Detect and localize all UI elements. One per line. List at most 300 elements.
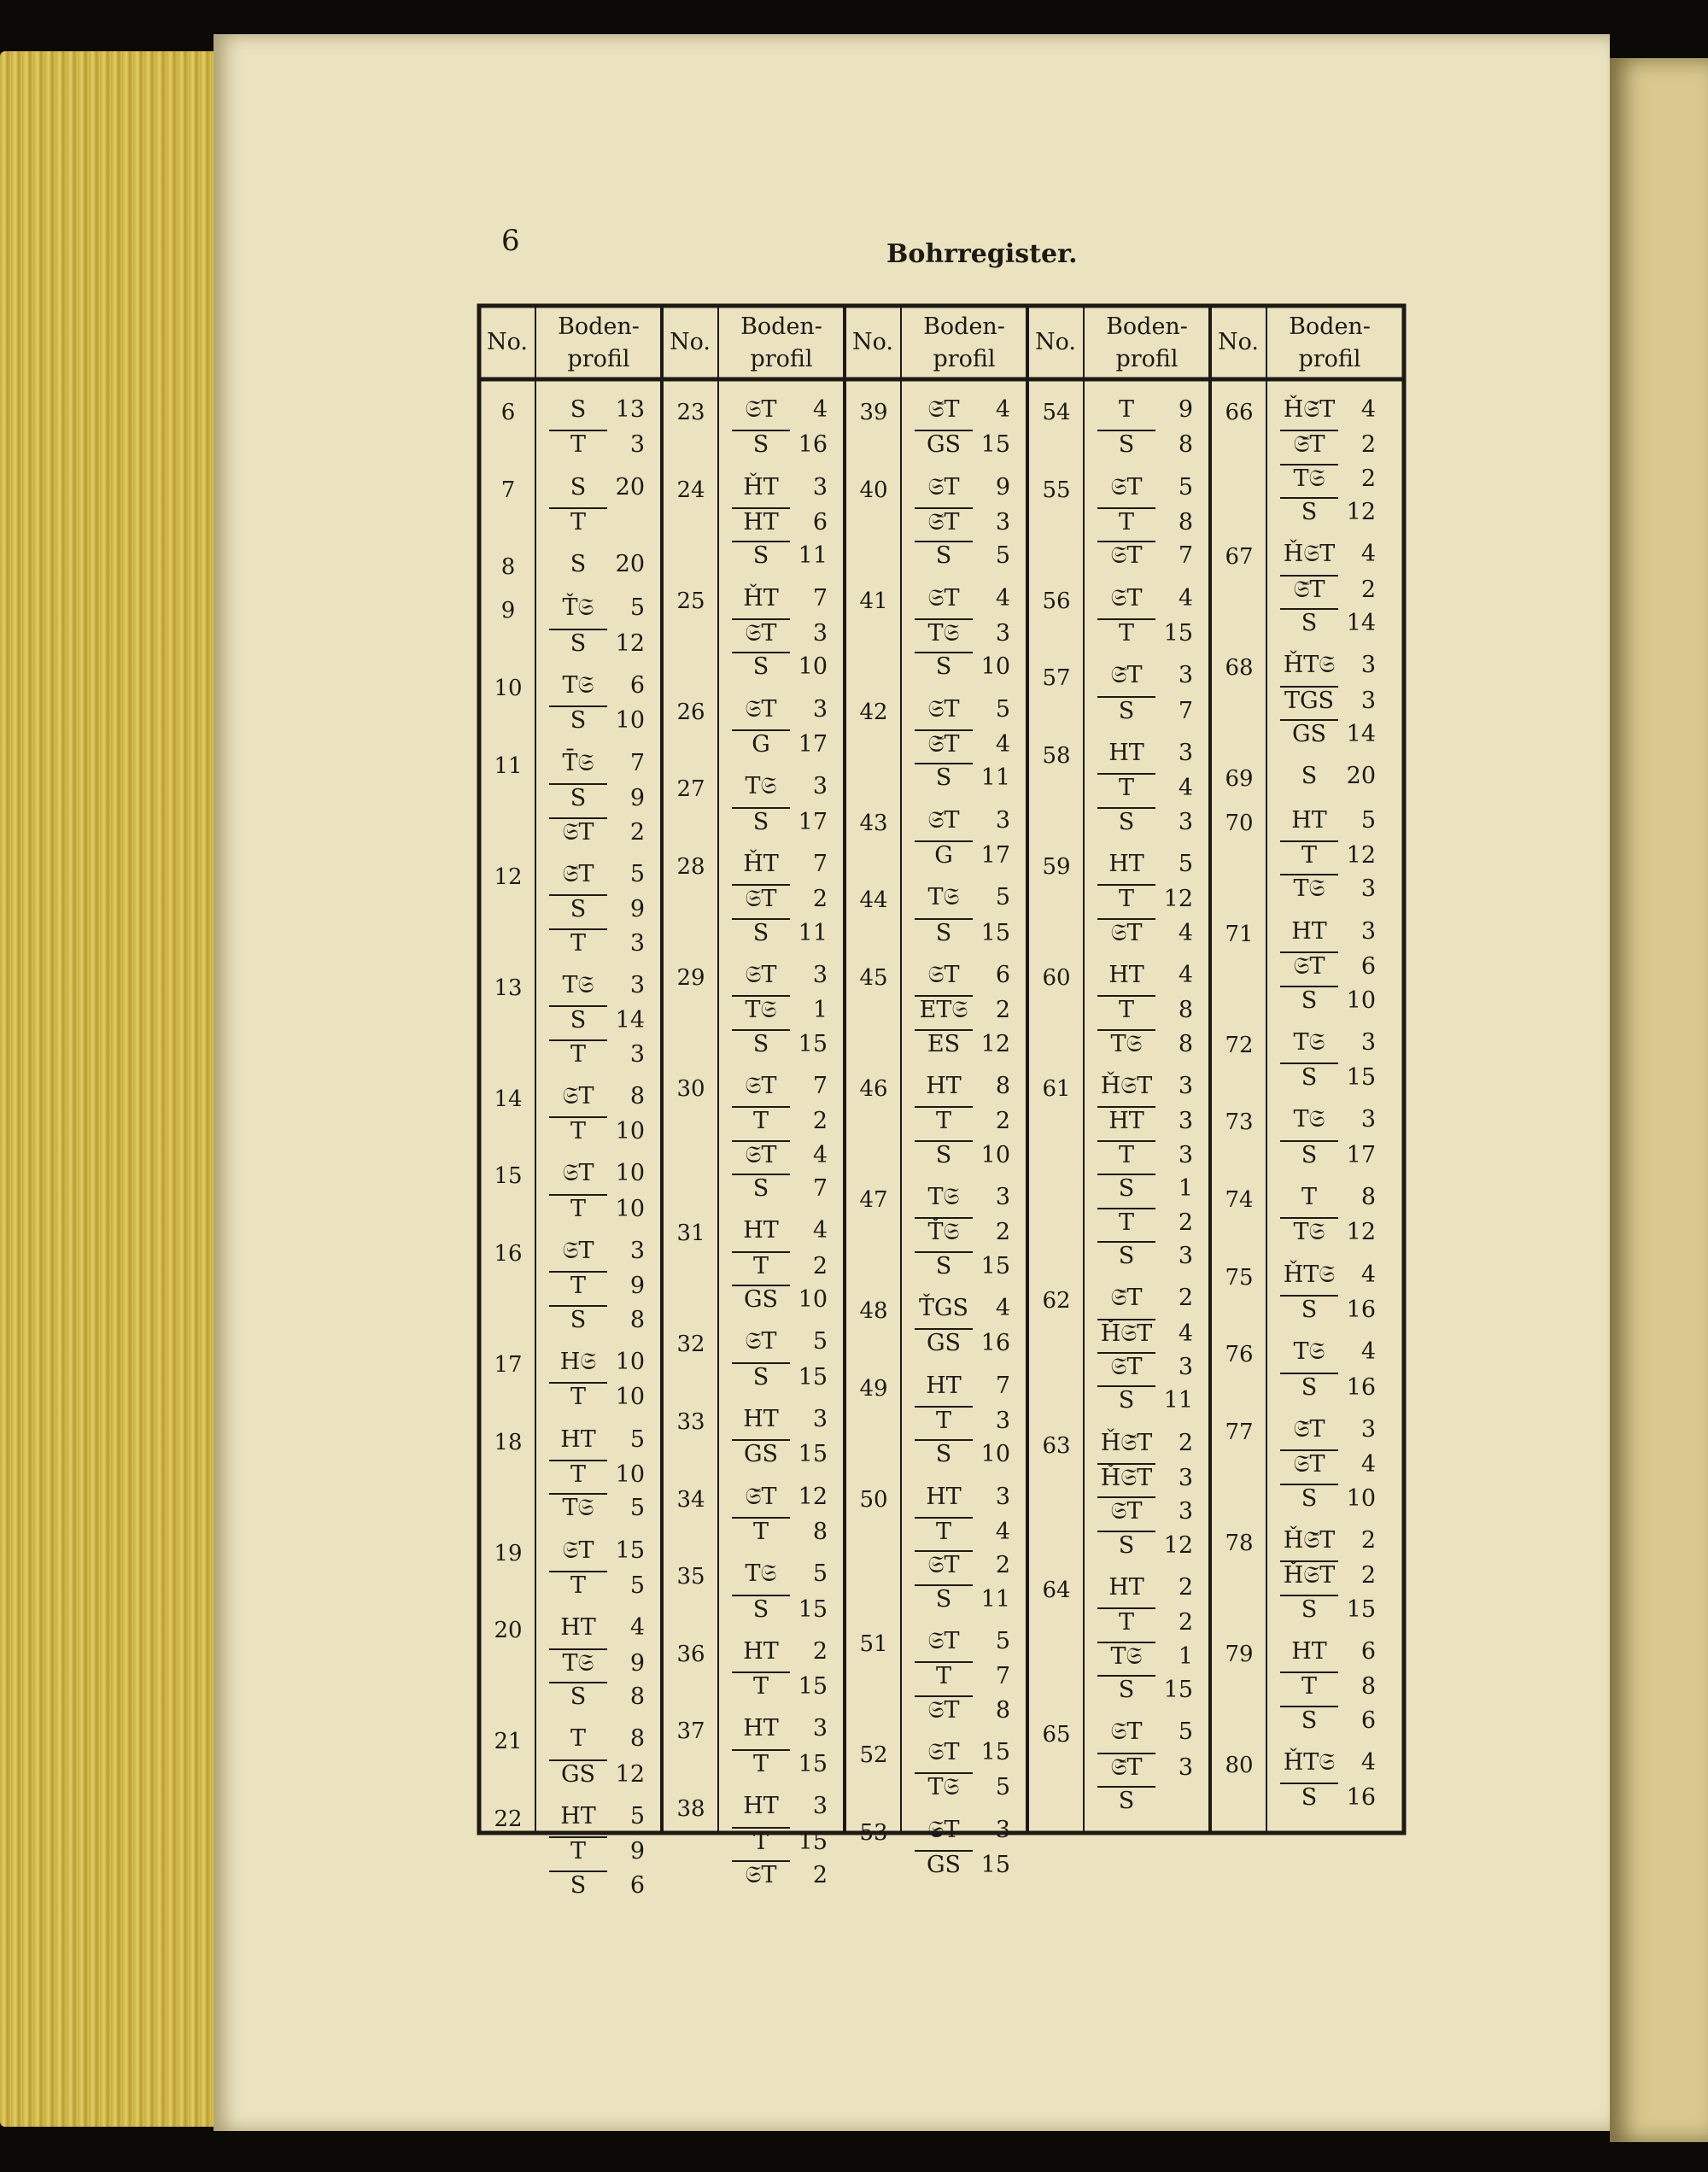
soil-profile-layer — [1280, 1749, 1376, 1777]
soil-type-code: T — [915, 1661, 973, 1689]
bore-number: 19 — [494, 1540, 523, 1566]
layer-depth: 5 — [629, 1572, 645, 1600]
layer-depth: 7 — [629, 749, 645, 776]
layer-depth: 1 — [812, 997, 828, 1024]
layer-depth: 6 — [995, 961, 1010, 988]
soil-profile-layer — [915, 1661, 1010, 1689]
soil-type-code: S — [732, 430, 790, 458]
layer-depth: 5 — [1178, 1718, 1193, 1746]
bore-number: 50 — [859, 1486, 888, 1513]
soil-profile-layer — [732, 1217, 828, 1244]
soil-profile-layer — [915, 1328, 1010, 1356]
layer-depth: 2 — [1360, 465, 1376, 492]
soil-profile-layer — [732, 1406, 828, 1432]
soil-type-code: 𝔖T — [562, 1537, 594, 1564]
soil-type-code: ȞT — [743, 473, 779, 501]
layer-depth: 10 — [615, 1384, 645, 1411]
soil-profile-layer — [1097, 474, 1193, 501]
soil-type-code: 𝔖T — [927, 961, 960, 988]
soil-profile-layer — [732, 1174, 828, 1202]
layer-depth: 3 — [1360, 687, 1376, 714]
layer-depth: 8 — [1178, 997, 1193, 1024]
header-no: No. — [852, 329, 893, 355]
soil-profile-layer — [1280, 1527, 1376, 1554]
soil-type-code: ŤGS — [918, 1294, 969, 1321]
bore-number: 13 — [494, 975, 523, 1001]
soil-profile-layer — [1280, 575, 1376, 604]
soil-profile-layer — [732, 1671, 828, 1700]
soil-type-code: 𝔖̄T — [1280, 575, 1338, 604]
layer-depth: 16 — [798, 431, 828, 459]
soil-profile-layer — [915, 1695, 1010, 1724]
bore-number: 31 — [676, 1221, 705, 1247]
soil-profile-layer — [1097, 884, 1193, 912]
soil-profile-layer — [915, 696, 1010, 723]
soil-profile-layer — [732, 1106, 828, 1134]
soil-profile-layer — [732, 396, 828, 424]
soil-profile-layer — [1097, 1607, 1193, 1636]
layer-depth: 3 — [1178, 1108, 1193, 1135]
header-no: No. — [487, 329, 528, 355]
soil-profile-layer — [1280, 986, 1376, 1014]
soil-profile-layer — [732, 918, 828, 946]
bore-number: 54 — [1042, 400, 1071, 425]
bore-number: 44 — [859, 887, 888, 914]
soil-type-code: GS — [915, 1328, 973, 1356]
soil-type-code: S — [549, 629, 607, 657]
soil-profile-layer — [1097, 1642, 1193, 1671]
layer-depth: 13 — [615, 396, 645, 423]
layer-depth: 3 — [995, 1816, 1010, 1843]
soil-profile-layer — [549, 972, 645, 999]
layer-depth: 6 — [629, 1871, 645, 1899]
layer-depth: 10 — [980, 1441, 1010, 1468]
bore-number: 14 — [494, 1086, 523, 1112]
soil-type-code: HT — [1108, 961, 1144, 988]
soil-profile-layer — [915, 541, 1010, 569]
soil-type-code: 𝔖T — [732, 1860, 790, 1889]
soil-profile-layer — [1280, 719, 1376, 747]
layer-depth: 1 — [1178, 1642, 1193, 1670]
soil-profile-layer — [549, 1160, 645, 1187]
layer-depth: 3 — [1178, 1072, 1193, 1099]
soil-profile-layer — [1097, 1675, 1193, 1703]
layer-depth: 7 — [1178, 697, 1193, 724]
layer-depth: 4 — [995, 396, 1010, 423]
soil-type-code: HT — [926, 1372, 962, 1399]
soil-profile-layer — [915, 918, 1010, 946]
soil-type-code: S — [1280, 1373, 1338, 1401]
layer-depth: 9 — [1178, 396, 1193, 423]
soil-type-code: Ť𝔖 — [562, 594, 594, 622]
layer-depth: 9 — [629, 1838, 645, 1865]
soil-type-code: ȞT — [743, 584, 779, 612]
bore-number: 66 — [1225, 400, 1254, 425]
soil-profile-layer — [1280, 1106, 1376, 1133]
soil-profile-layer — [915, 1628, 1010, 1655]
soil-type-code: S — [1280, 1595, 1338, 1623]
layer-depth: 17 — [980, 842, 1010, 869]
soil-profile-layer — [1097, 1241, 1193, 1269]
bore-number: 15 — [494, 1163, 523, 1190]
soil-profile-layer — [1097, 1430, 1193, 1457]
soil-type-code: S — [1097, 1241, 1155, 1269]
bore-number: 68 — [1225, 655, 1254, 682]
layer-depth: 10 — [615, 1118, 645, 1145]
layer-depth: 3 — [1360, 917, 1376, 945]
layer-depth: 3 — [629, 971, 645, 998]
soil-profile-layer — [732, 729, 828, 758]
layer-depth: 3 — [812, 620, 828, 647]
soil-type-code: S — [732, 1174, 790, 1202]
soil-type-code: 𝔖̌T — [927, 806, 960, 834]
soil-profile-layer — [915, 618, 1010, 647]
soil-type-code: 𝔖̄T — [1097, 1753, 1155, 1782]
soil-type-code: T — [549, 1116, 607, 1145]
soil-type-code: HT — [1291, 806, 1327, 834]
soil-profile-layer — [549, 1571, 645, 1599]
soil-type-code: S — [732, 541, 790, 569]
layer-depth: 3 — [995, 806, 1010, 834]
soil-profile-layer — [732, 1251, 828, 1279]
layer-depth: 8 — [1178, 509, 1193, 536]
soil-profile-layer — [1280, 541, 1376, 568]
soil-type-code: T𝔖 — [732, 995, 790, 1024]
layer-depth: 4 — [1178, 1320, 1193, 1347]
header-no: No. — [1035, 329, 1076, 355]
bore-number: 80 — [1225, 1752, 1254, 1778]
soil-type-code: H𝔖 — [559, 1349, 597, 1376]
soil-profile-layer — [549, 1836, 645, 1865]
soil-profile-layer — [549, 507, 645, 536]
layer-depth: 2 — [1178, 1209, 1193, 1236]
soil-type-code: S — [732, 1029, 790, 1057]
bore-number: 25 — [676, 588, 705, 614]
soil-type-code: HT — [926, 1483, 962, 1510]
layer-depth: 2 — [812, 1861, 828, 1888]
layer-depth: 12 — [1163, 1531, 1193, 1559]
soil-profile-layer — [1280, 1449, 1376, 1478]
soil-type-code: S — [1280, 1295, 1338, 1323]
soil-profile-layer — [915, 1739, 1010, 1766]
layer-depth: 16 — [980, 1330, 1010, 1357]
layer-depth: 3 — [1360, 652, 1376, 679]
bore-number: 26 — [676, 699, 705, 725]
soil-profile-layer — [732, 1328, 828, 1355]
soil-profile-layer — [1280, 430, 1376, 459]
soil-type-code: 𝔖T — [927, 584, 960, 612]
layer-depth: 5 — [1178, 473, 1193, 501]
soil-type-code: S — [549, 705, 607, 734]
layer-depth: 3 — [995, 509, 1010, 536]
soil-type-code: T𝔖 — [1280, 1217, 1338, 1246]
soil-profile-layer — [915, 995, 1010, 1024]
layer-depth: 14 — [615, 1007, 645, 1034]
layer-depth: 3 — [812, 1715, 828, 1742]
bore-number: 16 — [494, 1241, 523, 1267]
soil-type-code: Ȟ𝔖̌T — [1283, 396, 1336, 423]
bore-number: 21 — [494, 1729, 523, 1755]
soil-profile-layer — [549, 1005, 645, 1033]
soil-profile-layer — [549, 817, 645, 846]
soil-profile-layer — [1097, 696, 1193, 724]
header-profile: Boden- profil — [558, 313, 640, 372]
soil-type-code: T — [1301, 1183, 1317, 1210]
soil-type-code: HT — [743, 1715, 779, 1742]
soil-type-code: T — [1097, 507, 1155, 536]
soil-type-code: GS — [915, 430, 973, 458]
soil-type-code: T𝔖 — [562, 672, 594, 700]
soil-type-code: S — [732, 1362, 790, 1390]
soil-profile-layer — [732, 1860, 828, 1889]
bore-register-table — [474, 301, 1409, 1899]
soil-type-code: HT — [1097, 1106, 1155, 1134]
soil-type-code: HT — [1108, 850, 1144, 877]
bore-number: 62 — [1042, 1288, 1071, 1314]
soil-type-code: T𝔖 — [1293, 1106, 1325, 1133]
soil-type-code: ET𝔖 — [915, 995, 973, 1024]
soil-type-code: 𝔖T — [562, 1238, 594, 1264]
soil-type-code: T — [732, 1517, 790, 1545]
header-profile: Boden- profil — [1289, 313, 1371, 372]
soil-profile-layer — [732, 1517, 828, 1545]
layer-depth: 8 — [1178, 1030, 1193, 1057]
bore-number: 71 — [1225, 921, 1254, 947]
layer-depth: 4 — [995, 731, 1010, 758]
soil-profile-layer — [915, 1850, 1010, 1878]
soil-profile-layer — [915, 1106, 1010, 1134]
layer-depth: 2 — [1360, 431, 1376, 459]
layer-depth: 2 — [1178, 1285, 1193, 1312]
soil-type-code: T — [1280, 840, 1338, 869]
layer-depth: 3 — [1360, 1028, 1376, 1056]
layer-depth: 2 — [995, 1108, 1010, 1135]
layer-depth: 3 — [1360, 1415, 1376, 1443]
soil-profile-layer — [732, 652, 828, 680]
layer-depth: 2 — [812, 1108, 828, 1135]
soil-profile-layer — [915, 474, 1010, 501]
soil-type-code: S — [1097, 430, 1155, 458]
layer-depth: 4 — [1360, 1261, 1376, 1288]
layer-depth: 12 — [1346, 499, 1376, 526]
soil-profile-layer — [915, 1817, 1010, 1844]
soil-type-code: 𝔖T — [732, 618, 790, 647]
layer-depth: 4 — [1360, 541, 1376, 568]
layer-depth: 5 — [812, 1328, 828, 1355]
soil-type-code: S — [549, 1305, 607, 1333]
soil-profile-layer — [732, 541, 828, 569]
soil-type-code: T𝔖 — [1097, 1029, 1155, 1058]
soil-profile-layer — [549, 1803, 645, 1830]
soil-profile-layer — [1097, 1385, 1193, 1414]
layer-depth: 15 — [1346, 1595, 1376, 1623]
soil-type-code: HT — [743, 1217, 779, 1244]
header-profile: Boden- profil — [923, 313, 1005, 372]
layer-depth: 17 — [798, 808, 828, 835]
layer-depth: 4 — [812, 1141, 828, 1168]
soil-type-code: 𝔖T — [1280, 951, 1338, 981]
soil-type-code: 𝔖T — [1110, 1718, 1143, 1746]
soil-type-code: 𝔖T — [745, 396, 777, 423]
bore-number: 23 — [676, 400, 705, 425]
soil-type-code: HT — [560, 1802, 596, 1830]
soil-type-code: S — [1280, 1484, 1338, 1512]
soil-profile-layer — [915, 962, 1010, 989]
layer-depth: 5 — [995, 1628, 1010, 1655]
bore-number: 56 — [1042, 588, 1071, 614]
layer-depth: 3 — [1360, 875, 1376, 903]
layer-depth: 4 — [1360, 1451, 1376, 1478]
bore-number: 76 — [1225, 1342, 1254, 1368]
layer-depth: 7 — [812, 584, 828, 612]
soil-profile-layer — [1280, 652, 1376, 679]
soil-type-code: GS — [915, 1850, 973, 1878]
layer-depth: 15 — [798, 1595, 828, 1623]
soil-type-code: ȞT𝔖 — [1283, 652, 1336, 679]
soil-type-code: S — [1280, 1783, 1338, 1811]
soil-type-code: S — [549, 1682, 607, 1710]
layer-depth: 4 — [1360, 1748, 1376, 1776]
soil-type-code: HT — [1291, 1637, 1327, 1665]
soil-type-code: 𝔖T — [1110, 473, 1143, 501]
soil-type-code: S — [570, 473, 587, 501]
soil-type-code: S — [1280, 1063, 1338, 1091]
soil-type-code: S — [915, 918, 973, 946]
soil-type-code: ȞT𝔖 — [1283, 1261, 1336, 1288]
soil-profile-layer — [1097, 995, 1193, 1023]
layer-depth: 6 — [812, 509, 828, 536]
layer-depth: 3 — [629, 431, 645, 459]
soil-type-code: S — [1280, 1706, 1338, 1734]
layer-depth: 15 — [980, 1252, 1010, 1279]
soil-type-code: S — [732, 918, 790, 946]
layer-depth: 5 — [995, 542, 1010, 570]
soil-profile-layer — [549, 1682, 645, 1710]
layer-depth: 5 — [629, 1495, 645, 1522]
soil-type-code: 𝔖T — [745, 1072, 777, 1099]
soil-profile-layer — [732, 1793, 828, 1819]
soil-profile-layer — [1280, 1063, 1376, 1091]
soil-type-code: S — [732, 807, 790, 835]
layer-depth: 11 — [798, 919, 828, 946]
layer-depth: 4 — [1178, 961, 1193, 988]
layer-depth: 3 — [629, 929, 645, 957]
soil-type-code: T𝔖 — [1280, 464, 1338, 493]
soil-type-code: S — [1280, 1140, 1338, 1168]
soil-profile-layer — [1097, 1174, 1193, 1202]
soil-type-code: 𝔖T — [732, 884, 790, 913]
soil-type-code: S — [1097, 1675, 1155, 1703]
layer-depth: 3 — [1178, 1464, 1193, 1491]
layer-depth: 2 — [812, 1637, 828, 1665]
soil-type-code: 𝔖T — [1097, 1352, 1155, 1381]
soil-profile-layer — [1280, 686, 1376, 714]
soil-profile-layer — [915, 507, 1010, 536]
bore-number: 40 — [859, 477, 888, 503]
soil-profile-layer — [1097, 773, 1193, 801]
bore-number: 37 — [676, 1718, 705, 1745]
layer-depth: 3 — [812, 961, 828, 988]
layer-depth: 9 — [995, 473, 1010, 501]
soil-profile-layer — [549, 928, 645, 957]
soil-type-code: S — [915, 763, 973, 791]
soil-type-code: T𝔖 — [549, 1648, 607, 1677]
bore-number: 69 — [1225, 766, 1254, 793]
soil-type-code: T — [549, 507, 607, 536]
soil-type-code: T — [1118, 396, 1134, 423]
soil-type-code: Ť𝔖 — [915, 1217, 973, 1246]
layer-depth: 2 — [812, 886, 828, 913]
soil-profile-layer — [732, 884, 828, 913]
soil-profile-layer — [549, 594, 645, 622]
soil-profile-layer — [1280, 840, 1376, 869]
soil-type-code: S — [1301, 763, 1318, 790]
soil-profile-layer — [549, 430, 645, 458]
soil-profile-layer — [1097, 1463, 1193, 1492]
bore-number: 43 — [859, 810, 888, 836]
soil-profile-layer — [1280, 763, 1376, 789]
soil-type-code: 𝔖T — [562, 1082, 594, 1109]
soil-type-code: 𝔖T — [732, 1140, 790, 1169]
soil-profile-layer — [732, 1362, 828, 1390]
soil-type-code: HT — [1291, 917, 1327, 945]
layer-depth: 10 — [798, 653, 828, 681]
layer-depth: 7 — [812, 1175, 828, 1203]
layer-depth: 3 — [629, 1040, 645, 1068]
bore-number: 48 — [859, 1297, 888, 1324]
soil-profile-layer — [1280, 464, 1376, 493]
soil-profile-layer — [1097, 1531, 1193, 1559]
soil-profile-layer — [1097, 740, 1193, 766]
soil-type-code: S — [1280, 986, 1338, 1014]
soil-profile-layer — [1280, 1638, 1376, 1665]
bore-number: 45 — [859, 964, 888, 991]
layer-depth: 9 — [629, 896, 645, 923]
layer-depth: 4 — [812, 396, 828, 423]
soil-type-code: 𝔖T — [1097, 541, 1155, 570]
soil-type-code: 𝔖̄T — [1110, 1285, 1143, 1312]
layer-depth: 3 — [812, 695, 828, 723]
bore-number: 39 — [859, 400, 888, 425]
soil-profile-layer — [915, 1217, 1010, 1246]
soil-profile-layer — [549, 1083, 645, 1110]
soil-profile-layer — [549, 1648, 645, 1677]
soil-type-code: Ȟ𝔖T — [1283, 541, 1336, 568]
soil-type-code: GS — [1280, 719, 1338, 747]
soil-profile-layer — [1280, 1595, 1376, 1623]
layer-depth: 9 — [629, 1649, 645, 1677]
bore-number: 24 — [676, 477, 705, 503]
soil-profile-layer — [1097, 1208, 1193, 1236]
soil-type-code: S — [1097, 807, 1155, 835]
header-profile: Boden- profil — [740, 313, 822, 372]
facing-page-edge — [1610, 58, 1708, 2142]
bore-number: 29 — [676, 964, 705, 991]
soil-profile-layer — [1097, 585, 1193, 612]
layer-depth: 6 — [1360, 1637, 1376, 1665]
soil-type-code: Ȟ𝔖̄T — [1100, 1429, 1153, 1456]
soil-type-code: 𝔖T — [927, 1739, 960, 1766]
layer-depth: 11 — [980, 1585, 1010, 1613]
soil-type-code: T — [1097, 884, 1155, 912]
soil-type-code: T𝔖 — [549, 1493, 607, 1522]
soil-profile-layer — [549, 396, 645, 423]
soil-profile-layer — [1097, 1352, 1193, 1381]
soil-type-code: HT — [743, 1793, 779, 1820]
soil-type-code: S — [549, 1870, 607, 1899]
soil-type-code: T — [549, 430, 607, 458]
soil-profile-layer — [549, 1039, 645, 1068]
